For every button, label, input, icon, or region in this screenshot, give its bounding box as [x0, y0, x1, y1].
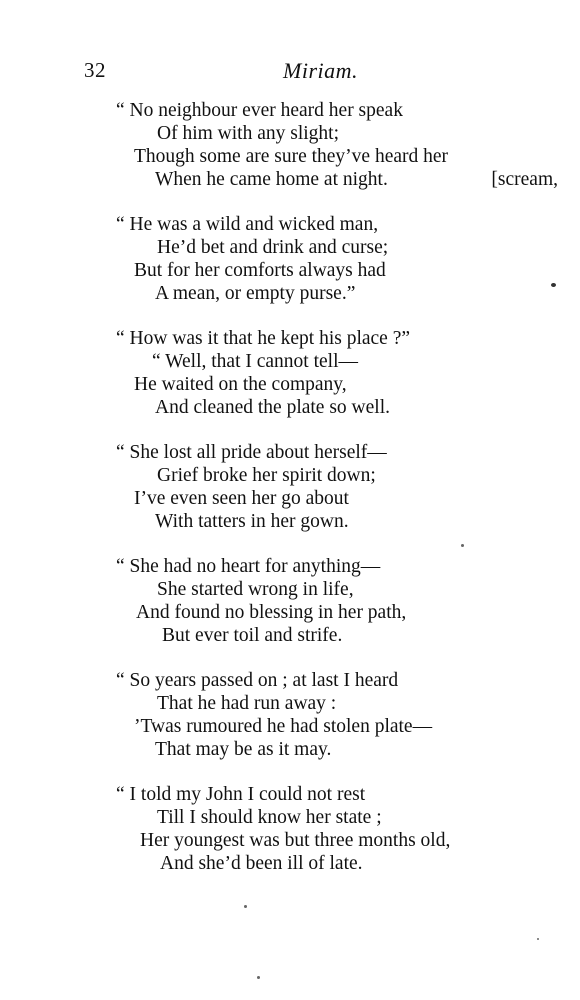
- stanza-3: [0, 327, 580, 441]
- poem-line: “ She lost all pride about herself—: [116, 442, 387, 463]
- poem-line: “ She had no heart for anything—: [116, 556, 381, 577]
- poem-line: He waited on the company,: [134, 374, 347, 395]
- poem-line: But ever toil and strife.: [162, 625, 343, 646]
- poem-line: When he came home at night.: [155, 169, 388, 190]
- poem-line: But for her comforts always had: [134, 260, 386, 281]
- page-number: 32: [84, 58, 106, 82]
- stanza-7: [0, 783, 580, 897]
- poem-line: “ How was it that he kept his place ?”: [116, 328, 411, 349]
- poem-line: A mean, or empty purse.”: [155, 283, 356, 304]
- poem-line: He’d bet and drink and curse;: [157, 237, 389, 258]
- page-header: [0, 58, 580, 88]
- stanza-2: [0, 213, 580, 327]
- poem-line: And found no blessing in her path,: [136, 602, 407, 623]
- poem-line: That may be as it may.: [155, 739, 332, 760]
- stanza-1: [0, 99, 580, 213]
- poem-line: “ Well, that I cannot tell—: [152, 351, 359, 372]
- poem: [0, 99, 580, 897]
- poem-line: Of him with any slight;: [157, 123, 339, 144]
- turnover-word: [scream,: [491, 169, 558, 190]
- poem-line: And she’d been ill of late.: [160, 853, 363, 874]
- poem-line: “ So years passed on ; at last I heard: [116, 670, 399, 691]
- stanza-5: [0, 555, 580, 669]
- ink-speck: [537, 938, 539, 940]
- poem-line: “ I told my John I could not rest: [116, 784, 366, 805]
- poem-line: She started wrong in life,: [157, 579, 354, 600]
- stanza-4: [0, 441, 580, 555]
- poem-line: “ He was a wild and wicked man,: [116, 214, 379, 235]
- poem-line: Till I should know her state ;: [157, 807, 382, 828]
- ink-speck: [244, 905, 247, 908]
- poem-line: Her youngest was but three months old,: [140, 830, 451, 851]
- ink-speck: [461, 544, 464, 547]
- poem-line: Grief broke her spirit down;: [157, 465, 376, 486]
- poem-line: With tatters in her gown.: [155, 511, 349, 532]
- poem-line: I’ve even seen her go about: [134, 488, 349, 509]
- poem-line: That he had run away :: [157, 693, 337, 714]
- poem-line: ’Twas rumoured he had stolen plate—: [134, 716, 433, 737]
- ink-speck: [551, 283, 556, 287]
- poem-line: Though some are sure they’ve heard her: [134, 146, 449, 167]
- stanza-6: [0, 669, 580, 783]
- poem-line: “ No neighbour ever heard her speak: [116, 100, 403, 121]
- poem-line: And cleaned the plate so well.: [155, 397, 390, 418]
- ink-speck: [257, 976, 260, 979]
- running-title: Miriam.: [283, 58, 358, 83]
